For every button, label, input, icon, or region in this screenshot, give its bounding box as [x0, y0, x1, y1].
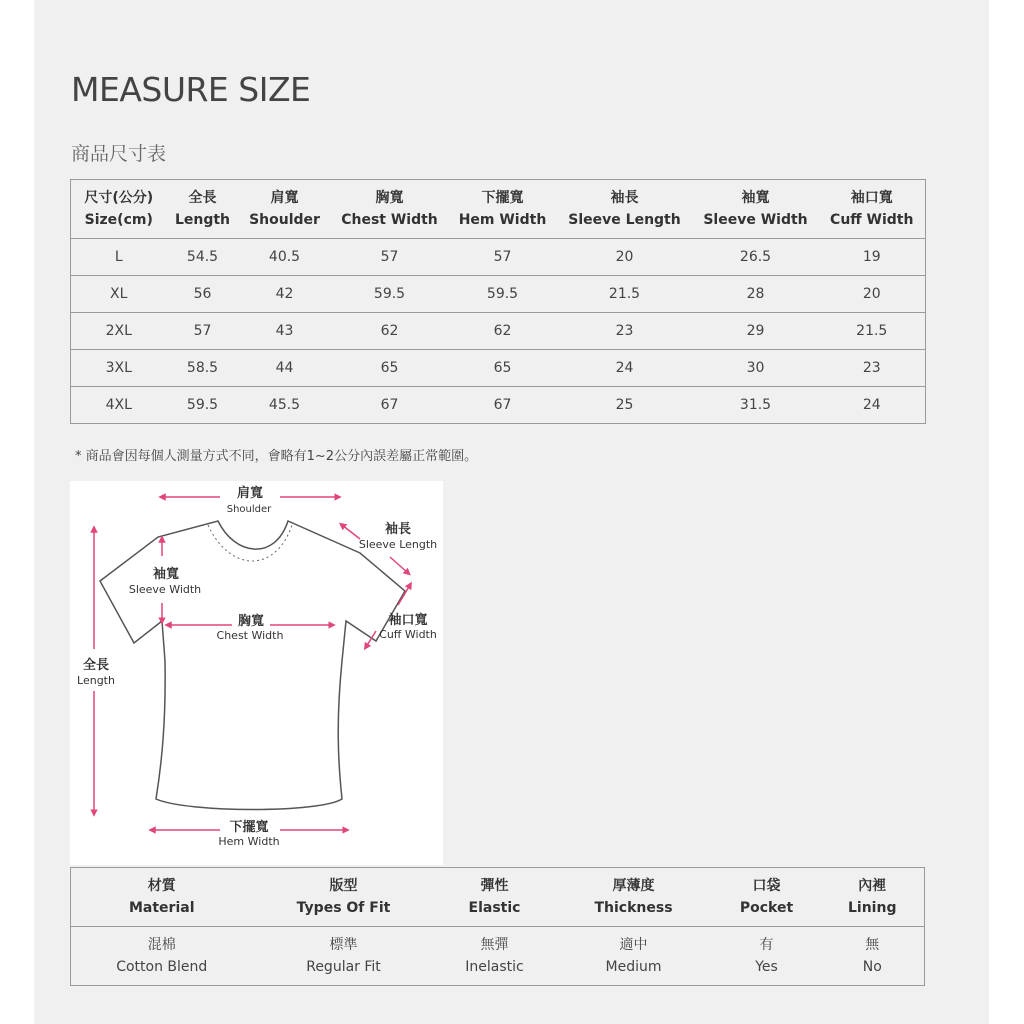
- sleeve-length-line-top: [342, 525, 360, 539]
- table-cell: 30: [693, 350, 819, 387]
- header-shoulder: 肩寬 Shoulder: [239, 180, 331, 239]
- table-cell: 54.5: [167, 239, 239, 276]
- table-cell: 59.5: [186, 397, 219, 413]
- label-length-zh: 全長: [82, 658, 110, 673]
- table-cell: 65: [449, 350, 557, 387]
- label-hem-en: Hem Width: [218, 835, 280, 848]
- table-cell: 44: [239, 350, 331, 387]
- header-chest-width: 胸寬 Chest Width: [331, 180, 449, 239]
- table-row: [71, 239, 926, 276]
- size-table: [70, 179, 926, 424]
- header-length: 全長 Length: [167, 180, 239, 239]
- table-cell: 67: [493, 397, 512, 413]
- table-cell: 28: [693, 276, 819, 313]
- table-cell: 2XL: [71, 313, 167, 350]
- header-thickness: 厚薄度 Thickness: [555, 868, 713, 927]
- table-cell: 21.5: [557, 276, 693, 313]
- header-size: 尺寸(公分) Size(cm): [71, 180, 167, 239]
- label-sleeve-width-en: Sleeve Width: [128, 583, 202, 596]
- table-cell: 67: [380, 397, 399, 413]
- label-shoulder-zh: 肩寬: [236, 486, 264, 501]
- table-cell: XL: [71, 276, 167, 313]
- label-shoulder-en: Shoulder: [226, 504, 272, 515]
- header-lining: 內裡 Lining: [821, 868, 925, 927]
- table-cell: 57: [331, 239, 449, 276]
- header-sleeve-length: 袖長 Sleeve Length: [557, 180, 693, 239]
- table-row: [71, 350, 926, 387]
- table-cell: 59.5: [449, 276, 557, 313]
- header-sleeve-width: 袖寬 Sleeve Width: [693, 180, 819, 239]
- label-hem-zh: 下擺寬: [229, 820, 269, 835]
- header-cuff-width: 袖口寬 Cuff Width: [819, 180, 926, 239]
- label-sleeve-width-zh: 袖寬: [152, 567, 180, 582]
- table-cell: 57: [167, 313, 239, 350]
- label-sleeve-length-en: Sleeve Length: [358, 538, 438, 551]
- table-cell: 56: [167, 276, 239, 313]
- table-cell: 21.5: [819, 313, 926, 350]
- table-cell: 40.5: [239, 239, 331, 276]
- table-row: [71, 927, 925, 986]
- table-cell: 25: [615, 397, 634, 413]
- table-cell: 3XL: [71, 350, 167, 387]
- size-chart-subtitle: 商品尺寸表: [71, 143, 167, 165]
- page-title: MEASURE SIZE: [71, 70, 311, 109]
- tshirt-outline: [100, 521, 405, 810]
- spec-table-header: [71, 868, 925, 927]
- table-cell: 58.5: [167, 350, 239, 387]
- value-material: 混棉 Cotton Blend: [116, 937, 208, 975]
- table-cell: 43: [239, 313, 331, 350]
- value-pocket: 有 Yes: [755, 937, 778, 975]
- tshirt-diagram: [70, 481, 443, 865]
- label-chest-en: Chest Width: [216, 629, 284, 642]
- table-cell: 65: [331, 350, 449, 387]
- table-cell: 62: [331, 313, 449, 350]
- table-cell: 20: [819, 276, 926, 313]
- table-cell: 59.5: [331, 276, 449, 313]
- table-cell: 62: [449, 313, 557, 350]
- table-cell: 23: [557, 313, 693, 350]
- header-material: 材質 Material: [71, 868, 253, 927]
- label-length-en: Length: [77, 674, 115, 687]
- label-chest-zh: 胸寬: [237, 614, 265, 629]
- measurement-note: * 商品會因每個人測量方式不同，會略有1~2公分內誤差屬正常範圍。: [75, 449, 478, 464]
- value-lining: 無 No: [862, 937, 882, 975]
- table-cell: 19: [819, 239, 926, 276]
- table-cell: 57: [449, 239, 557, 276]
- table-cell: 45.5: [268, 397, 301, 413]
- label-cuff-zh: 袖口寬: [388, 613, 428, 628]
- table-cell: 24: [557, 350, 693, 387]
- table-cell: 42: [239, 276, 331, 313]
- label-cuff-en: Cuff Width: [379, 628, 437, 641]
- size-table-header: [71, 180, 926, 239]
- spec-table: [70, 867, 925, 986]
- table-cell: 20: [557, 239, 693, 276]
- sleeve-length-line-bottom: [390, 557, 408, 573]
- value-elastic: 無彈 Inelastic: [465, 937, 524, 975]
- table-cell: L: [71, 239, 167, 276]
- table-cell: 26.5: [693, 239, 819, 276]
- table-cell: 29: [693, 313, 819, 350]
- value-thickness: 適中 Medium: [605, 937, 662, 975]
- header-hem-width: 下擺寬 Hem Width: [449, 180, 557, 239]
- table-cell: 31.5: [739, 397, 772, 413]
- table-cell: 4XL: [105, 397, 132, 413]
- table-row: [71, 276, 926, 313]
- header-fit: 版型 Types Of Fit: [253, 868, 435, 927]
- label-sleeve-length-zh: 袖長: [384, 522, 412, 537]
- value-fit: 標準 Regular Fit: [306, 937, 381, 975]
- table-row: [71, 313, 926, 350]
- table-cell: 23: [819, 350, 926, 387]
- table-row: [71, 387, 926, 424]
- header-pocket: 口袋 Pocket: [713, 868, 821, 927]
- table-cell: 24: [862, 397, 881, 413]
- measurement-diagram: [70, 481, 443, 865]
- header-elastic: 彈性 Elastic: [435, 868, 555, 927]
